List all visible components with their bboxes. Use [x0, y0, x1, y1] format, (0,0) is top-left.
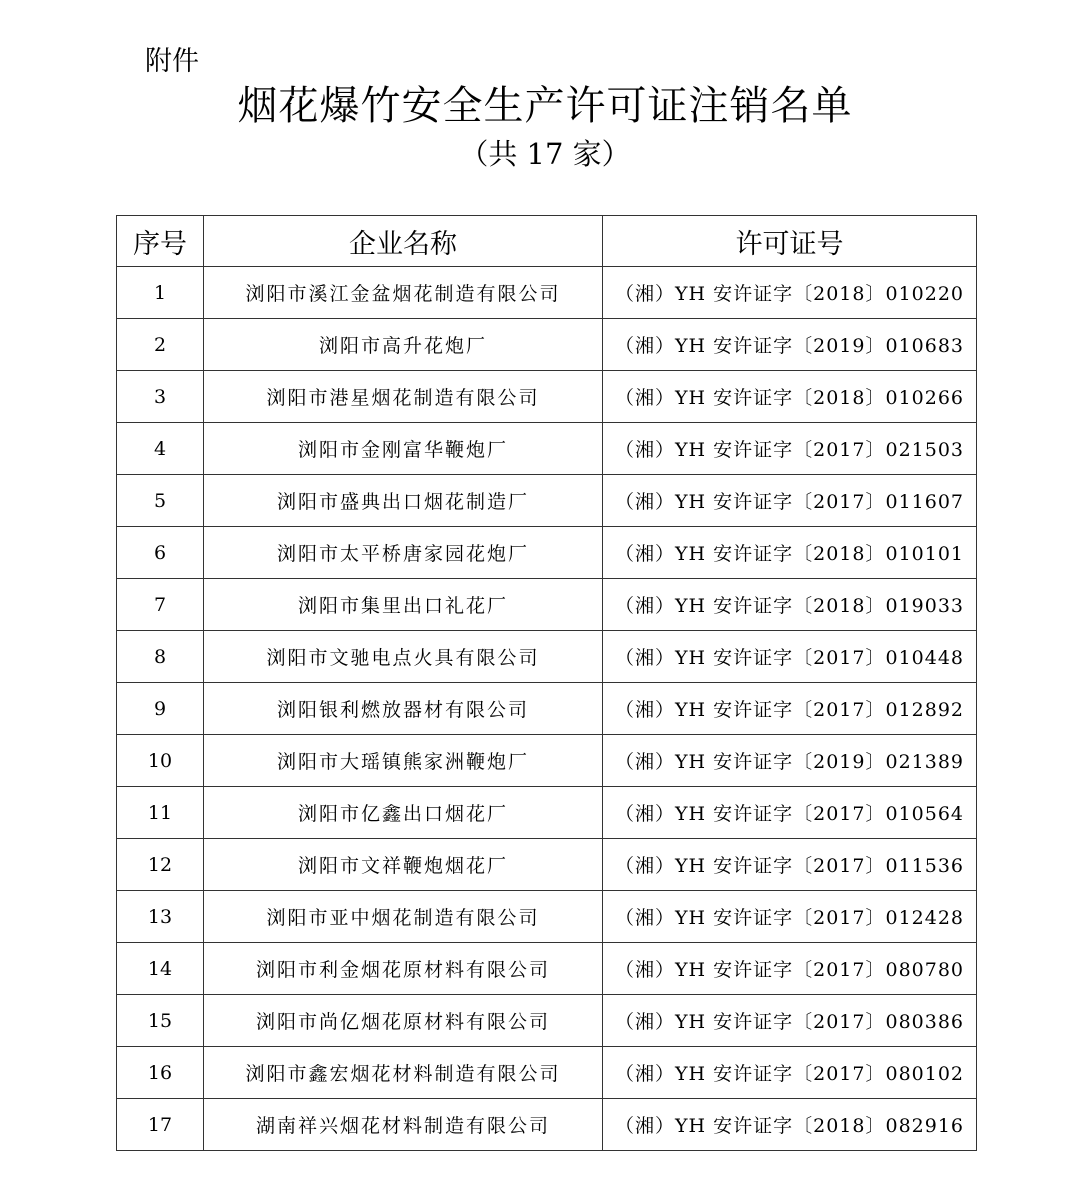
- cell-company-name: 浏阳市港星烟花制造有限公司: [204, 371, 603, 423]
- cell-license-number: （湘）YH 安许证字〔2018〕010101: [603, 527, 977, 579]
- table-row: [117, 1047, 977, 1099]
- cell-seq: 2: [117, 319, 204, 371]
- cell-company-name: 浏阳市亿鑫出口烟花厂: [204, 787, 603, 839]
- cell-license-number: （湘）YH 安许证字〔2019〕021389: [603, 735, 977, 787]
- cell-company-name: 浏阳市鑫宏烟花材料制造有限公司: [204, 1047, 603, 1099]
- table-row: [117, 267, 977, 319]
- table-row: [117, 735, 977, 787]
- table-body: [117, 267, 977, 1151]
- cell-company-name: 浏阳市利金烟花原材料有限公司: [204, 943, 603, 995]
- cell-seq: 10: [117, 735, 204, 787]
- document-subtitle: （共 17 家）: [459, 137, 631, 171]
- cell-seq: 11: [117, 787, 204, 839]
- cell-seq: 9: [117, 683, 204, 735]
- cell-company-name: 浏阳市文驰电点火具有限公司: [204, 631, 603, 683]
- table-row: [117, 683, 977, 735]
- table-row: [117, 371, 977, 423]
- cell-company-name: 浏阳市盛典出口烟花制造厂: [204, 475, 603, 527]
- cell-seq: 4: [117, 423, 204, 475]
- cell-company-name: 浏阳市尚亿烟花原材料有限公司: [204, 995, 603, 1047]
- cell-license-number: （湘）YH 安许证字〔2019〕010683: [603, 319, 977, 371]
- cell-license-number: （湘）YH 安许证字〔2017〕080386: [603, 995, 977, 1047]
- cell-seq: 3: [117, 371, 204, 423]
- cell-license-number: （湘）YH 安许证字〔2017〕011536: [603, 839, 977, 891]
- cell-seq: 17: [117, 1099, 204, 1151]
- table-row: [117, 579, 977, 631]
- table-row: [117, 891, 977, 943]
- table-row: [117, 423, 977, 475]
- cell-company-name: 浏阳市文祥鞭炮烟花厂: [204, 839, 603, 891]
- cell-license-number: （湘）YH 安许证字〔2017〕011607: [603, 475, 977, 527]
- cell-seq: 13: [117, 891, 204, 943]
- table-row: [117, 527, 977, 579]
- cell-company-name: 浏阳市溪江金盆烟花制造有限公司: [204, 267, 603, 319]
- header-seq: 序号: [117, 216, 204, 267]
- cell-company-name: 浏阳市金刚富华鞭炮厂: [204, 423, 603, 475]
- table-row: [117, 631, 977, 683]
- table-header-row: [117, 216, 977, 267]
- cell-company-name: 浏阳市高升花炮厂: [204, 319, 603, 371]
- cell-license-number: （湘）YH 安许证字〔2018〕010266: [603, 371, 977, 423]
- table-row: [117, 839, 977, 891]
- table-row: [117, 787, 977, 839]
- cell-company-name: 浏阳市集里出口礼花厂: [204, 579, 603, 631]
- cell-seq: 1: [117, 267, 204, 319]
- cell-seq: 7: [117, 579, 204, 631]
- cell-license-number: （湘）YH 安许证字〔2017〕080102: [603, 1047, 977, 1099]
- cell-seq: 12: [117, 839, 204, 891]
- table-row: [117, 319, 977, 371]
- cell-company-name: 浏阳银利燃放器材有限公司: [204, 683, 603, 735]
- cell-company-name: 湖南祥兴烟花材料制造有限公司: [204, 1099, 603, 1151]
- cell-license-number: （湘）YH 安许证字〔2017〕080780: [603, 943, 977, 995]
- table-row: [117, 995, 977, 1047]
- cell-seq: 14: [117, 943, 204, 995]
- cell-company-name: 浏阳市亚中烟花制造有限公司: [204, 891, 603, 943]
- cell-license-number: （湘）YH 安许证字〔2017〕012892: [603, 683, 977, 735]
- attachment-label: 附件: [145, 46, 199, 77]
- cell-license-number: （湘）YH 安许证字〔2018〕019033: [603, 579, 977, 631]
- table-row: [117, 475, 977, 527]
- document-title: 烟花爆竹安全生产许可证注销名单: [237, 83, 853, 129]
- cell-license-number: （湘）YH 安许证字〔2017〕010564: [603, 787, 977, 839]
- header-license-number: 许可证号: [603, 216, 977, 267]
- header-company-name: 企业名称: [204, 216, 603, 267]
- cell-seq: 15: [117, 995, 204, 1047]
- cell-company-name: 浏阳市太平桥唐家园花炮厂: [204, 527, 603, 579]
- cell-seq: 5: [117, 475, 204, 527]
- cell-license-number: （湘）YH 安许证字〔2018〕010220: [603, 267, 977, 319]
- cell-license-number: （湘）YH 安许证字〔2017〕021503: [603, 423, 977, 475]
- cell-seq: 6: [117, 527, 204, 579]
- cell-seq: 16: [117, 1047, 204, 1099]
- table-row: [117, 1099, 977, 1151]
- cell-license-number: （湘）YH 安许证字〔2017〕012428: [603, 891, 977, 943]
- table-row: [117, 943, 977, 995]
- cell-license-number: （湘）YH 安许证字〔2017〕010448: [603, 631, 977, 683]
- cell-license-number: （湘）YH 安许证字〔2018〕082916: [603, 1099, 977, 1151]
- cell-company-name: 浏阳市大瑶镇熊家洲鞭炮厂: [204, 735, 603, 787]
- revocation-list-table: [116, 215, 977, 1151]
- cell-seq: 8: [117, 631, 204, 683]
